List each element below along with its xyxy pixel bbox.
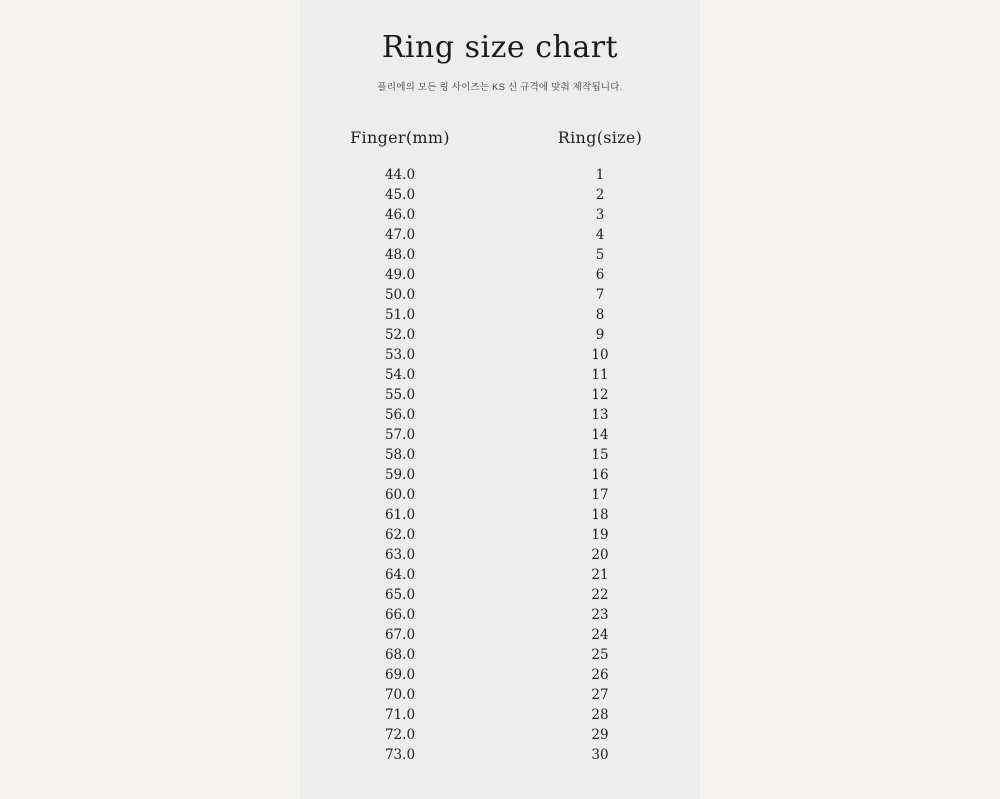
cell-ring-size: 9 <box>595 327 605 343</box>
table-row <box>300 405 700 425</box>
cell-ring-size: 18 <box>591 507 609 523</box>
cell-finger-mm: 59.0 <box>384 467 416 483</box>
table-row <box>300 425 700 445</box>
cell-ring-size: 29 <box>591 727 609 743</box>
cell-ring-size: 12 <box>591 387 609 403</box>
table-row <box>300 565 700 585</box>
cell-finger-mm: 50.0 <box>384 287 416 303</box>
table-row <box>300 225 700 245</box>
cell-finger-mm: 52.0 <box>384 327 416 343</box>
cell-finger-mm: 53.0 <box>384 347 416 363</box>
cell-finger-mm: 45.0 <box>384 187 416 203</box>
table-row <box>300 245 700 265</box>
cell-ring-size: 22 <box>591 587 609 603</box>
cell-finger-mm: 61.0 <box>384 507 416 523</box>
cell-finger-mm: 68.0 <box>384 647 416 663</box>
cell-finger-mm: 63.0 <box>384 547 416 563</box>
table-row <box>300 205 700 225</box>
cell-finger-mm: 48.0 <box>384 247 416 263</box>
cell-ring-size: 26 <box>591 667 609 683</box>
cell-ring-size: 25 <box>591 647 609 663</box>
cell-ring-size: 7 <box>595 287 605 303</box>
cell-ring-size: 11 <box>591 367 609 383</box>
cell-ring-size: 20 <box>591 547 609 563</box>
cell-finger-mm: 65.0 <box>384 587 416 603</box>
page-subtitle: 플리에의 모든 링 사이즈는 KS 신 규격에 맞춰 제작됩니다. <box>377 82 623 93</box>
cell-ring-size: 23 <box>591 607 609 623</box>
table-row <box>300 505 700 525</box>
cell-finger-mm: 57.0 <box>384 427 416 443</box>
cell-ring-size: 6 <box>595 267 605 283</box>
table-row <box>300 665 700 685</box>
column-header-finger: Finger(mm) <box>350 128 450 147</box>
table-row <box>300 445 700 465</box>
table-header-row <box>300 127 700 165</box>
cell-finger-mm: 46.0 <box>384 207 416 223</box>
cell-ring-size: 15 <box>591 447 609 463</box>
table-row <box>300 625 700 645</box>
table-row <box>300 645 700 665</box>
cell-ring-size: 30 <box>591 747 609 763</box>
table-row <box>300 605 700 625</box>
table-row <box>300 285 700 305</box>
cell-ring-size: 14 <box>591 427 609 443</box>
table-row <box>300 485 700 505</box>
table-row <box>300 305 700 325</box>
ring-size-chart-panel <box>300 0 700 799</box>
cell-finger-mm: 71.0 <box>384 707 416 723</box>
cell-finger-mm: 54.0 <box>384 367 416 383</box>
table-row <box>300 165 700 185</box>
cell-ring-size: 19 <box>591 527 609 543</box>
cell-ring-size: 5 <box>595 247 605 263</box>
cell-finger-mm: 56.0 <box>384 407 416 423</box>
table-row <box>300 265 700 285</box>
cell-finger-mm: 49.0 <box>384 267 416 283</box>
ring-size-table-wrapper <box>300 127 700 765</box>
cell-ring-size: 4 <box>595 227 605 243</box>
table-row <box>300 705 700 725</box>
table-header <box>300 127 700 165</box>
cell-finger-mm: 44.0 <box>384 167 416 183</box>
cell-ring-size: 21 <box>591 567 609 583</box>
table-row <box>300 525 700 545</box>
cell-ring-size: 24 <box>591 627 609 643</box>
cell-ring-size: 27 <box>591 687 609 703</box>
cell-finger-mm: 69.0 <box>384 667 416 683</box>
cell-ring-size: 3 <box>595 207 605 223</box>
table-row <box>300 185 700 205</box>
cell-finger-mm: 62.0 <box>384 527 416 543</box>
cell-ring-size: 8 <box>595 307 605 323</box>
cell-finger-mm: 72.0 <box>384 727 416 743</box>
table-row <box>300 365 700 385</box>
table-row <box>300 325 700 345</box>
cell-ring-size: 10 <box>591 347 609 363</box>
column-header-ring: Ring(size) <box>557 128 643 147</box>
cell-ring-size: 16 <box>591 467 609 483</box>
cell-ring-size: 17 <box>591 487 609 503</box>
table-row <box>300 585 700 605</box>
cell-ring-size: 1 <box>595 167 605 183</box>
cell-finger-mm: 58.0 <box>384 447 416 463</box>
cell-finger-mm: 67.0 <box>384 627 416 643</box>
cell-finger-mm: 70.0 <box>384 687 416 703</box>
table-row <box>300 745 700 765</box>
cell-finger-mm: 66.0 <box>384 607 416 623</box>
cell-finger-mm: 64.0 <box>384 567 416 583</box>
table-body <box>300 165 700 765</box>
table-row <box>300 465 700 485</box>
table-row <box>300 685 700 705</box>
cell-finger-mm: 51.0 <box>384 307 416 323</box>
cell-finger-mm: 55.0 <box>384 387 416 403</box>
cell-finger-mm: 73.0 <box>384 747 416 763</box>
ring-size-table <box>300 127 700 765</box>
table-row <box>300 385 700 405</box>
cell-finger-mm: 60.0 <box>384 487 416 503</box>
cell-finger-mm: 47.0 <box>384 227 416 243</box>
cell-ring-size: 2 <box>595 187 605 203</box>
cell-ring-size: 28 <box>591 707 609 723</box>
table-row <box>300 725 700 745</box>
cell-ring-size: 13 <box>591 407 609 423</box>
page-title: Ring size chart <box>381 30 619 65</box>
table-row <box>300 345 700 365</box>
table-row <box>300 545 700 565</box>
